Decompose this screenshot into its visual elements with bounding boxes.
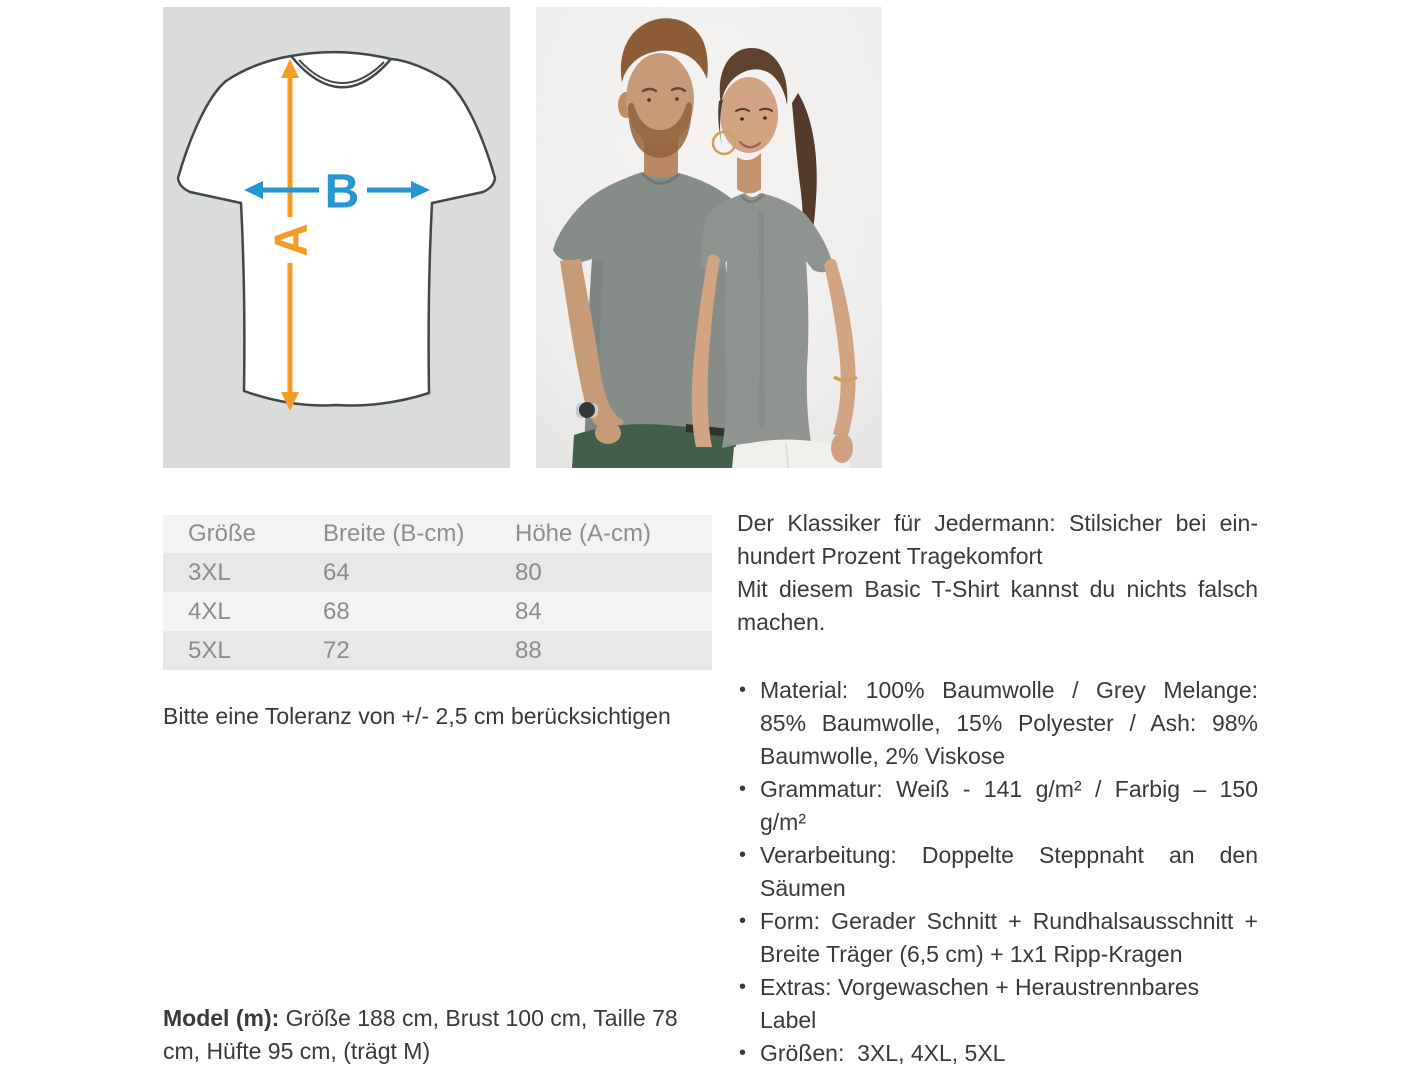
intro-paragraph xyxy=(737,573,1258,639)
column-header-size: Größe xyxy=(188,520,257,547)
size-table-header xyxy=(163,515,712,553)
cell-size: 3XL xyxy=(188,558,231,586)
bullet-line: Säumen xyxy=(760,875,846,901)
list-item-verarbeitung xyxy=(737,839,1258,905)
cell-height: 84 xyxy=(515,597,542,625)
tshirt-measure-diagram-icon xyxy=(163,7,510,468)
bullet-icon: • xyxy=(739,1042,747,1064)
bullet-line: Extras: Vorgewaschen + Heraustrennbares xyxy=(760,974,1200,1000)
model-info xyxy=(163,1002,738,1068)
model-info-label: Model (m): xyxy=(163,1005,280,1031)
bullet-line: Breite Träger (6,5 cm) + 1x1 Ripp-Kragen xyxy=(760,941,1183,967)
list-item-form xyxy=(737,905,1258,971)
couple-wearing-grey-tshirts-photo xyxy=(536,7,882,468)
cell-size: 4XL xyxy=(188,597,231,625)
bullet-line: 85% Baumwolle, 15% Polyester / Ash: 98% xyxy=(760,710,1258,736)
bullet-line: Material: 100% Baumwolle / Grey Melange: xyxy=(760,677,1258,703)
intro-line: hundert Prozent Tragekomfort xyxy=(737,543,1043,569)
product-photo xyxy=(536,7,882,468)
list-item-material xyxy=(737,674,1258,773)
table-row xyxy=(163,631,712,670)
bullet-icon: • xyxy=(739,844,747,866)
size-table xyxy=(163,515,712,670)
list-item-groessen xyxy=(737,1037,1258,1070)
list-item-grammatur xyxy=(737,773,1258,839)
intro-line: Der Klassiker für Jedermann: Stilsicher bei ein- xyxy=(737,510,1258,536)
bullet-line: Label xyxy=(760,1007,817,1033)
bullet-icon: • xyxy=(739,679,747,701)
size-diagram-image xyxy=(163,7,510,468)
cell-width: 68 xyxy=(323,597,350,625)
photo-grain-overlay xyxy=(536,7,882,468)
model-info-line2: cm, Hüfte 95 cm, (trägt M) xyxy=(163,1038,431,1064)
column-header-height: Höhe (A-cm) xyxy=(515,520,652,547)
intro-line: machen. xyxy=(737,609,826,635)
product-description xyxy=(737,507,1258,1070)
bullet-line: Form: Gerader Schnitt + Rundhalsausschnitt + xyxy=(760,908,1258,934)
table-row xyxy=(163,553,712,592)
cell-height: 88 xyxy=(515,636,542,664)
list-item-extras xyxy=(737,971,1258,1037)
bullet-icon: • xyxy=(739,778,747,800)
intro-paragraph xyxy=(737,507,1258,573)
bullet-icon: • xyxy=(739,976,747,998)
cell-size: 5XL xyxy=(188,636,231,664)
bullet-line: Größen: 3XL, 4XL, 5XL xyxy=(760,1040,1006,1066)
cell-width: 64 xyxy=(323,558,350,586)
intro-line: Mit diesem Basic T-Shirt kannst du nichts falsch xyxy=(737,576,1258,602)
cell-height: 80 xyxy=(515,558,542,586)
column-header-width: Breite (B-cm) xyxy=(323,520,465,547)
table-row xyxy=(163,592,712,631)
measure-b-label: B xyxy=(324,165,360,219)
bullet-icon: • xyxy=(739,910,747,932)
model-info-line1: Größe 188 cm, Brust 100 cm, Taille 78 xyxy=(279,1005,678,1031)
bullet-line: g/m² xyxy=(760,809,806,835)
feature-list xyxy=(737,674,1258,1070)
bullet-line: Grammatur: Weiß - 141 g/m² / Farbig – 150 xyxy=(760,776,1258,802)
bullet-line: Baumwolle, 2% Viskose xyxy=(760,743,1006,769)
measure-a-label: A xyxy=(264,223,317,257)
cell-width: 72 xyxy=(323,636,350,664)
tolerance-note: Bitte eine Toleranz von +/- 2,5 cm berücksichtigen xyxy=(163,703,671,729)
bullet-line: Verarbeitung: Doppelte Steppnaht an den xyxy=(760,842,1258,868)
